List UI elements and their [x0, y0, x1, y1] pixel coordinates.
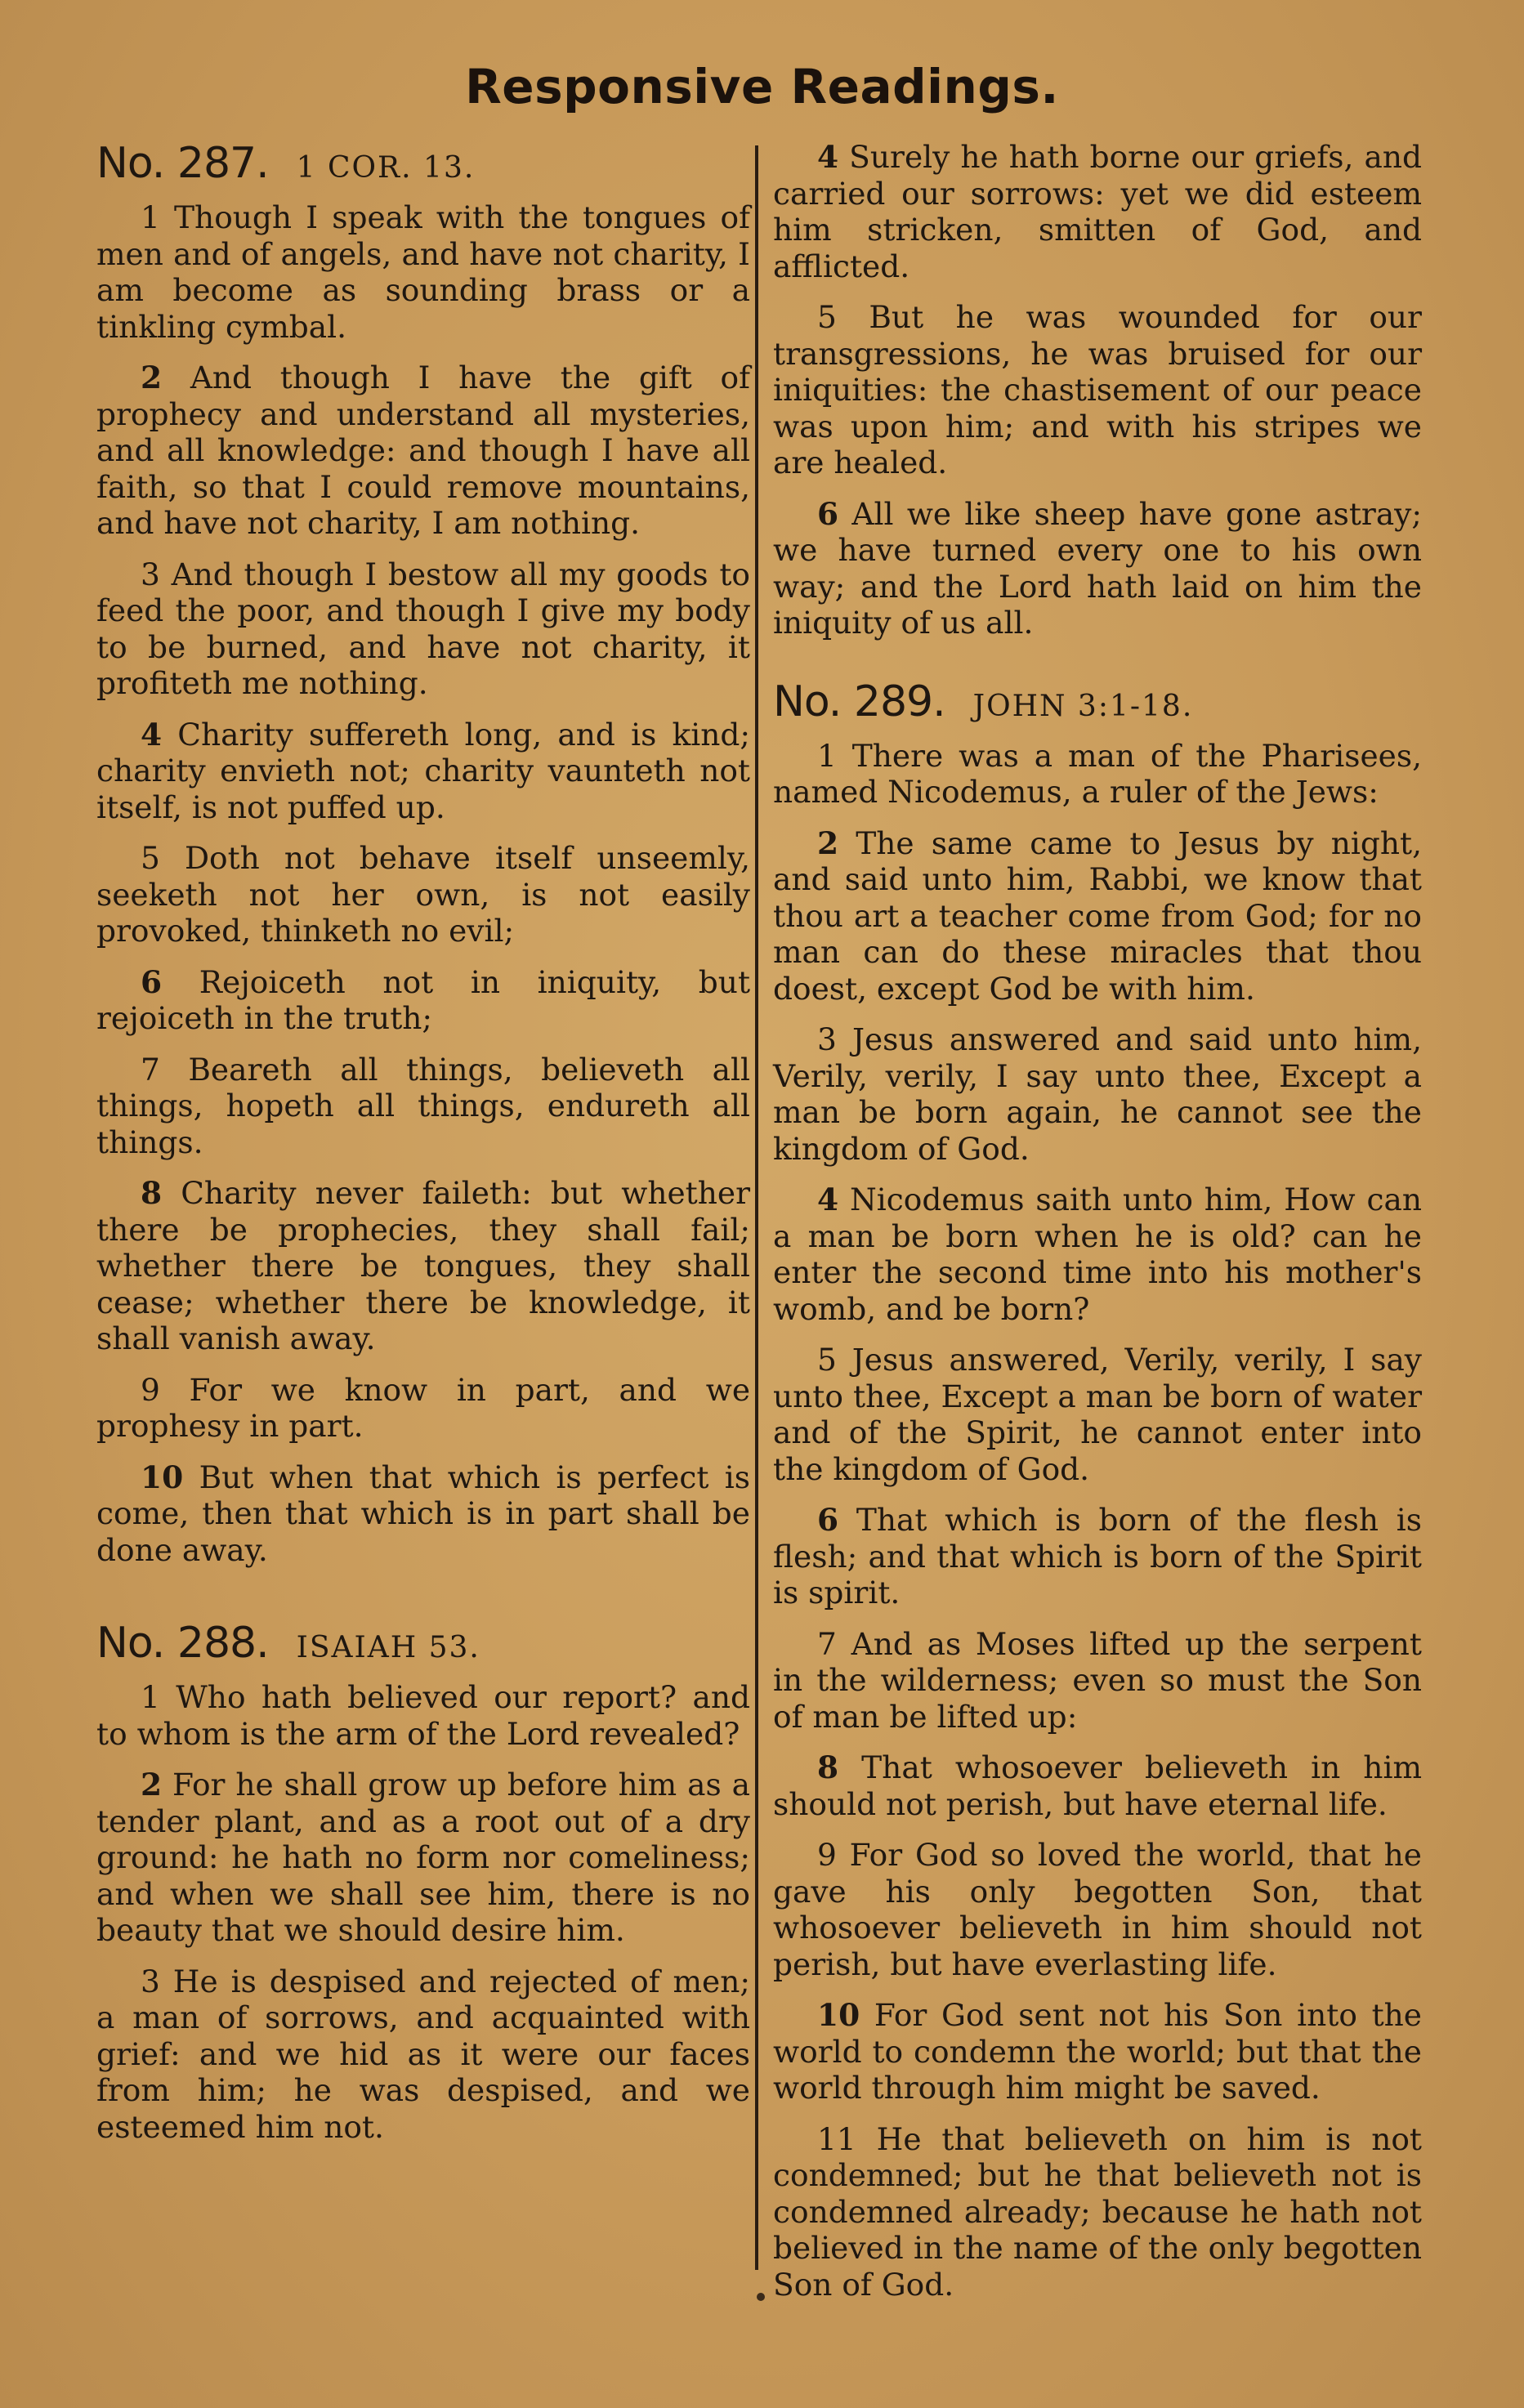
verse-text: Surely he hath borne our griefs, and carried our sorrows: yet we did esteem him stricken, smitten of God, and afflicted. — [773, 139, 1422, 284]
column-divider — [755, 145, 758, 2270]
verse — [773, 299, 1422, 481]
verse — [773, 496, 1422, 641]
verse — [96, 360, 750, 542]
verse — [96, 964, 750, 1037]
verse-number: 6 — [141, 963, 163, 1000]
verse-text: Jesus answered and said unto him, Verily, verily, I say unto thee, Except a man be born again, he cannot see the kingdom of God. — [773, 1021, 1423, 1167]
verse-text: For God sent not his Son into the world to condemn the world; but that the world through him might be saved. — [773, 1997, 1423, 2106]
verse — [773, 1626, 1422, 1736]
verse-number: 3 — [141, 1963, 160, 1999]
reading-number: No. 288. — [96, 1619, 269, 1668]
verse-number: 6 — [817, 1502, 839, 1538]
verse — [773, 1502, 1422, 1611]
verse-number: 9 — [141, 1371, 160, 1408]
verse — [96, 1679, 750, 1752]
verse — [96, 1963, 750, 2146]
verse — [96, 840, 750, 949]
verse-text: Charity suffereth long, and is kind; charity envieth not; charity vaunteth not itself, is not puffed up. — [96, 716, 751, 825]
reading-288 — [96, 1619, 750, 2145]
reading-289 — [773, 677, 1422, 2303]
verse-number: 5 — [141, 840, 160, 876]
verse-text: The same came to Jesus by night, and said unto him, Rabbi, we know that thou art a teacher come from God; for no man can do these miracles that thou doest, except God be with him. — [773, 824, 1422, 1007]
verse — [773, 1021, 1422, 1167]
verse — [96, 1459, 750, 1569]
reading-header — [773, 677, 1422, 726]
verse — [96, 1175, 750, 1357]
verse-text: For we know in part, and we prophesy in part. — [96, 1371, 751, 1444]
page-title: Responsive Readings. — [465, 59, 1059, 114]
verse-text: Who hath believed our report? and to whom is the arm of the Lord revealed? — [96, 1679, 750, 1752]
verse-text: Nicodemus saith unto him, How can a man be born when he is old? can he enter the second time into his mother's womb, and be born? — [773, 1182, 1423, 1327]
verse-number: 2 — [141, 360, 163, 395]
verse-text: Though I speak with the tongues of men and of angels, and have not charity, I am become as sounding brass or a tinkling cymbal. — [96, 199, 750, 345]
verse — [96, 556, 750, 702]
verse-text: And though I bestow all my goods to feed the poor, and though I give my body to be burned, and have not charity, it profiteth me nothing. — [96, 556, 751, 701]
verse-number: 2 — [141, 1767, 163, 1803]
verse-number: 11 — [817, 2120, 856, 2157]
verse-number: 5 — [817, 1342, 837, 1378]
reading-287 — [96, 139, 750, 1568]
verse-text: Doth not behave itself unseemly, seeketh not her own, is not easily provoked, thinketh no evil; — [96, 840, 750, 949]
verse — [96, 717, 750, 826]
verse-number: 3 — [141, 556, 160, 592]
verse-number: 4 — [817, 1182, 839, 1217]
verse — [773, 1342, 1422, 1487]
verse-text: But he was wounded for our transgressions, he was bruised for our iniquities: the chastisement of our peace was upon him; and with his stripes we are healed. — [773, 299, 1422, 480]
verse — [96, 1767, 750, 1949]
verse-text: For he shall grow up before him as a tender plant, and as a root out of a dry ground: he hath no form nor comeliness; and when we shall see him, there is no beauty that we should desire him. — [96, 1767, 750, 1948]
verse-number: 1 — [141, 1679, 160, 1715]
verse-text: That which is born of the flesh is flesh; and that which is born of the Spirit is spirit. — [773, 1502, 1422, 1611]
verse — [773, 139, 1422, 284]
verse-number: 1 — [817, 737, 837, 774]
verse-number: 7 — [141, 1051, 160, 1088]
verse — [773, 2121, 1422, 2303]
verse-number: 10 — [141, 1459, 184, 1495]
verse — [773, 1997, 1422, 2106]
right-column — [773, 139, 1423, 2303]
verse-number: 5 — [817, 299, 837, 335]
verse — [96, 199, 750, 345]
reading-header — [96, 139, 750, 188]
reading-reference: ISAIAH 53. — [296, 1631, 480, 1664]
verse — [773, 1182, 1422, 1327]
verse-text: There was a man of the Pharisees, named Nicodemus, a ruler of the Jews: — [773, 737, 1422, 810]
verse-number: 9 — [817, 1837, 837, 1873]
verse-text: Charity never faileth: but whether there be prophecies, they shall fail; whether there be tongues, they shall cease; whether there be knowledge, it shall vanish away. — [96, 1175, 751, 1356]
verse-text: He is despised and rejected of men; a man of sorrows, and acquainted with grief: and we hid as it were our faces from him; he was despised, and we esteemed him not. — [96, 1963, 750, 2145]
verse-text: Jesus answered, Verily, verily, I say unto thee, Except a man be born of water and of the Spirit, he cannot enter into the kingdom of God. — [773, 1342, 1422, 1487]
verse-number: 6 — [817, 495, 839, 532]
verse — [773, 738, 1422, 811]
verse-number: 4 — [141, 716, 163, 753]
verse-number: 1 — [141, 199, 160, 235]
reading-reference: JOHN 3:1-18. — [972, 689, 1194, 723]
verse-number: 4 — [817, 139, 839, 175]
verse-number: 7 — [817, 1625, 837, 1662]
verse-text: But when that which is perfect is come, then that which is in part shall be done away. — [96, 1459, 751, 1568]
verse-text: Beareth all things, believeth all things, hopeth all things, endureth all things. — [96, 1051, 750, 1160]
reading-header — [96, 1619, 750, 1668]
verse — [773, 1837, 1422, 1982]
verse-text: All we like sheep have gone astray; we have turned every one to his own way; and the Lord hath laid on him the iniquity of us all. — [773, 495, 1423, 641]
verse-text: And though I have the gift of prophecy and understand all mysteries, and all knowledge: and though I have all faith, so that I could remove mountains, and have not charity, I am nothing. — [96, 360, 751, 541]
verse — [773, 825, 1422, 1007]
verse — [773, 1749, 1422, 1822]
verse-text: He that believeth on him is not condemned; but he that believeth not is condemned already; because he hath not believed in the name of the only begotten Son of God. — [773, 2120, 1422, 2303]
verse-text: Rejoiceth not in iniquity, but rejoiceth in the truth; — [96, 963, 751, 1036]
left-column — [96, 139, 750, 2280]
verse-text: For God so loved the world, that he gave his only begotten Son, that whosoever believeth in him should not perish, but have everlasting life. — [773, 1837, 1423, 1982]
verse-text: That whosoever believeth in him should not perish, but have eternal life. — [773, 1749, 1422, 1822]
reading-288-continued — [773, 139, 1422, 641]
verse — [96, 1372, 750, 1445]
verse-number: 8 — [817, 1749, 839, 1785]
ink-dot — [757, 2293, 765, 2301]
verse-number: 2 — [817, 824, 839, 861]
verse-number: 10 — [817, 1997, 860, 2033]
reading-number: No. 289. — [773, 677, 945, 726]
verse-number: 8 — [141, 1175, 163, 1211]
verse-number: 3 — [817, 1021, 837, 1057]
verse — [96, 1052, 750, 1161]
reading-reference: 1 COR. 13. — [296, 151, 476, 185]
verse-text: And as Moses lifted up the serpent in the wilderness; even so must the Son of man be lifted up: — [773, 1625, 1422, 1735]
reading-number: No. 287. — [96, 139, 269, 188]
